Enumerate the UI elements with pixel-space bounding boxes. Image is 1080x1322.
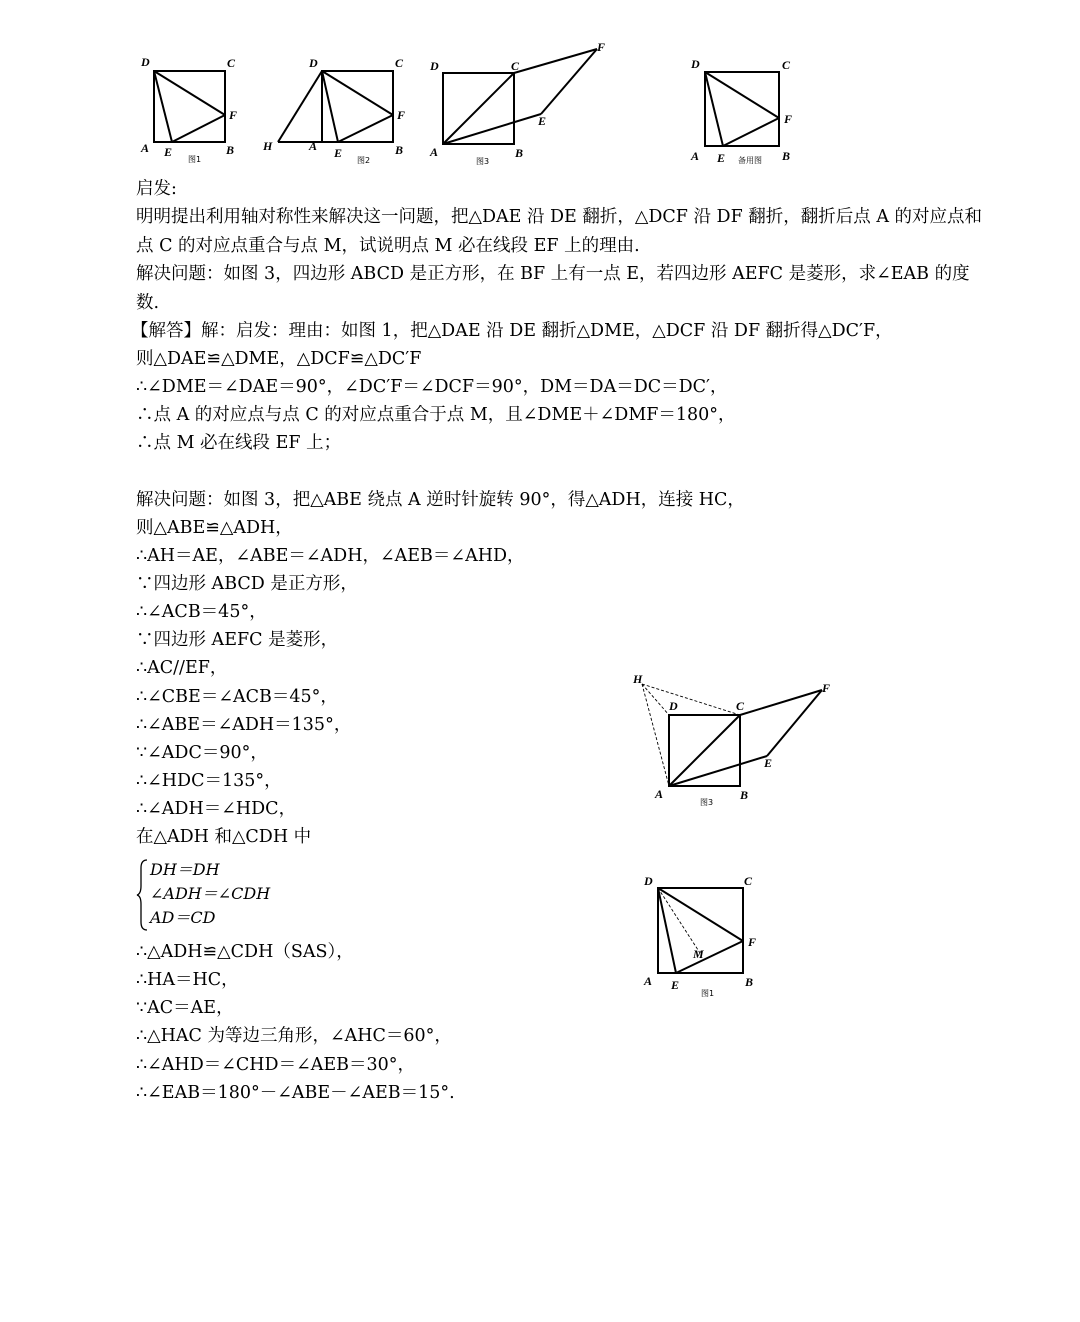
solution-line-5: ∴∠ACB＝45°， <box>136 602 267 622</box>
figure-3-with-h <box>625 668 840 813</box>
problem-statement: 解决问题：如图 3，四边形 ABCD 是正方形，在 BF 上有一点 E，若四边形 AEFC 是菱形，求∠EAB 的度数. <box>136 264 970 313</box>
answer-line-5: ∴点 M 必在线段 EF 上； <box>136 433 342 453</box>
label-M: M <box>693 947 704 961</box>
label-B: B <box>395 143 404 157</box>
system-eq-2: ∠ADH＝∠CDH <box>150 884 271 903</box>
label-E: E <box>334 146 343 160</box>
label-C: C <box>227 56 236 70</box>
solution-line-19: ∴∠EAB＝180°－∠ABE－∠AEB＝15°. <box>136 1083 455 1103</box>
answer-line-4: ∴点 A 的对应点与点 C 的对应点重合于点 M，且∠DME＋∠DMF＝180°， <box>136 405 736 425</box>
label-C: C <box>736 699 745 713</box>
label-E: E <box>671 978 680 992</box>
label-B: B <box>515 146 524 160</box>
figure-spare <box>685 52 805 170</box>
answer-line-1: 【解答】解：启发：理由：如图 1，把△DAE 沿 DE 翻折△DME，△DCF 沿 DF 翻折得△DC′F， <box>131 321 893 341</box>
label-D: D <box>691 57 700 71</box>
figure-caption: 图2 <box>357 156 371 165</box>
label-B: B <box>226 143 235 157</box>
label-F: F <box>784 112 793 126</box>
system-eq-3: AD＝CD <box>150 908 216 927</box>
system-eq-1: DH＝DH <box>150 860 220 879</box>
label-A: A <box>644 974 653 988</box>
figure-1 <box>130 50 250 168</box>
label-D: D <box>430 59 439 73</box>
solution-line-18: ∴∠AHD＝∠CHD＝∠AEB＝30°， <box>136 1055 416 1075</box>
solution-line-8: ∴∠CBE＝∠ACB＝45°， <box>136 687 338 707</box>
label-A: A <box>309 139 318 153</box>
solution-line-4: ∵四边形 ABCD 是正方形， <box>136 574 358 594</box>
solution-line-17: ∴△HAC 为等边三角形，∠AHC＝60°， <box>136 1026 452 1046</box>
label-E: E <box>538 114 547 128</box>
label-H: H <box>263 139 273 153</box>
label-C: C <box>395 56 404 70</box>
label-D: D <box>141 55 150 69</box>
solution-line-12: ∴∠ADH＝∠HDC， <box>136 799 297 819</box>
qifa-body: 明明提出利用轴对称性来解决这一问题，把△DAE 沿 DE 翻折，△DCF 沿 DF 翻折，翻折后点 A 的对应点和点 C 的对应点重合与点 M，试说明点 M 必在线段 EF 上的理由. <box>136 207 983 256</box>
figure-3 <box>425 40 615 168</box>
solution-line-13: 在△ADH 和△CDH 中 <box>136 827 312 847</box>
label-A: A <box>141 141 150 155</box>
figure-1-with-m <box>640 870 770 1002</box>
solution-line-6: ∵四边形 AEFC 是菱形， <box>136 630 339 650</box>
answer-line-3: ∴∠DME＝∠DAE＝90°，∠DC′F＝∠DCF＝90°，DM＝DA＝DC＝DC′， <box>136 377 728 397</box>
label-E: E <box>717 151 726 165</box>
solution-line-11: ∴∠HDC＝135°， <box>136 771 282 791</box>
solution-line-10: ∵∠ADC＝90°， <box>136 743 268 763</box>
label-F: F <box>229 108 238 122</box>
label-B: B <box>740 788 749 802</box>
solution-line-16: ∵AC＝AE， <box>136 998 234 1018</box>
label-F: F <box>397 108 406 122</box>
solution-line-14: ∴△ADH≌△CDH（SAS）， <box>136 942 354 962</box>
label-D: D <box>669 699 678 713</box>
label-H: H <box>633 672 643 686</box>
solution-line-2: 则△ABE≌△ADH， <box>136 518 293 538</box>
figure-caption: 图3 <box>700 798 714 807</box>
label-D: D <box>309 56 318 70</box>
figure-caption: 图1 <box>701 989 715 998</box>
answer-line-2: 则△DAE≌△DME，△DCF≌△DC′F <box>136 349 422 369</box>
label-E: E <box>764 756 773 770</box>
label-A: A <box>691 149 700 163</box>
left-brace <box>136 858 150 932</box>
label-C: C <box>511 59 520 73</box>
equation-system <box>136 858 336 932</box>
figure-2 <box>258 50 418 168</box>
figure-caption: 备用图 <box>738 156 762 165</box>
solution-line-3: ∴AH＝AE，∠ABE＝∠ADH，∠AEB＝∠AHD， <box>136 546 525 566</box>
solution-line-15: ∴HA＝HC， <box>136 970 239 990</box>
label-A: A <box>430 145 439 159</box>
solution-line-1: 解决问题：如图 3，把△ABE 绕点 A 逆时针旋转 90°，得△ADH，连接 HC， <box>136 490 745 510</box>
label-C: C <box>782 58 791 72</box>
label-F: F <box>597 40 606 54</box>
solution-line-7: ∴AC//EF， <box>136 658 228 678</box>
figure-caption: 图1 <box>188 155 202 164</box>
label-A: A <box>655 787 664 801</box>
label-B: B <box>782 149 791 163</box>
label-C: C <box>744 874 753 888</box>
label-F: F <box>748 935 757 949</box>
label-B: B <box>745 975 754 989</box>
label-F: F <box>822 681 831 695</box>
label-D: D <box>644 874 653 888</box>
label-E: E <box>164 145 173 159</box>
figure-caption: 图3 <box>476 157 490 166</box>
solution-line-9: ∴∠ABE＝∠ADH＝135°， <box>136 715 352 735</box>
qifa-heading: 启发: <box>136 179 177 199</box>
